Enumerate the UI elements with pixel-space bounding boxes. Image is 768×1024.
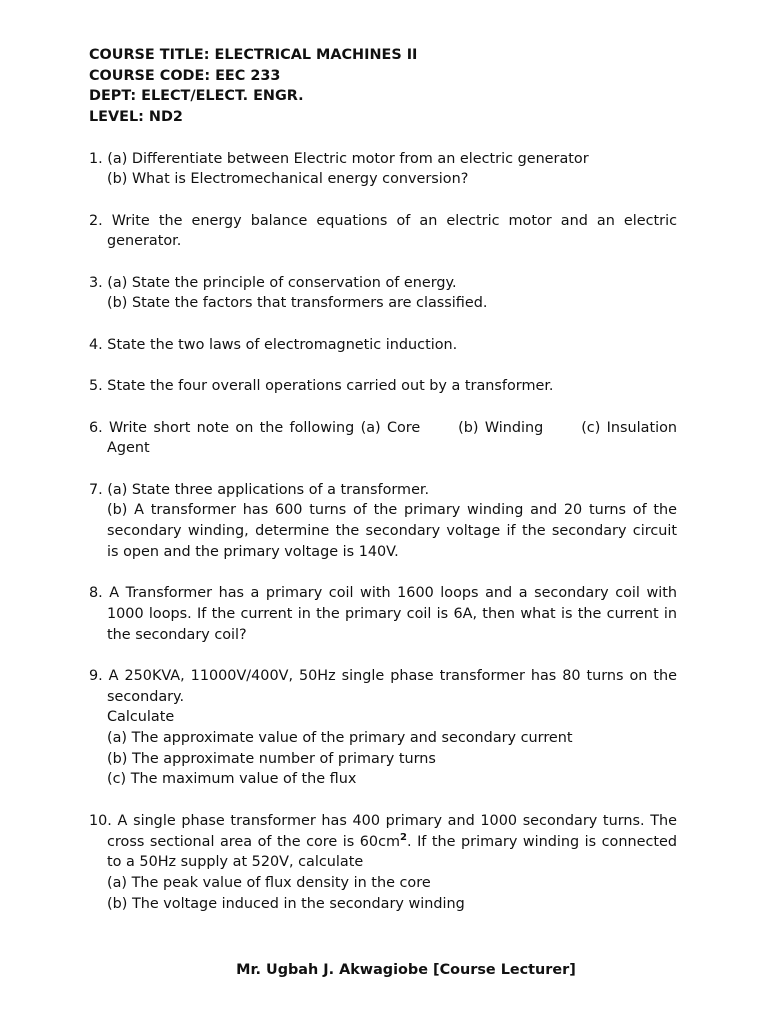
question-6-option-a: (a) Core (360, 419, 421, 436)
question-8-text: 8. A Transformer has a primary coil with 1600 loops and a secondary coil with 1000 loops. If the current in the primary coil is 6A, then what is the current in the secondary coil? (89, 585, 677, 643)
lecturer-signature: Mr. Ugbah J. Akwagiobe [Course Lecturer] (236, 962, 576, 978)
question-10b: (b) The voltage induced in the secondary winding (107, 895, 465, 912)
question-10 (89, 811, 677, 915)
question-10a: (a) The peak value of flux density in the core (107, 874, 431, 891)
question-9c: (c) The maximum value of the flux (107, 771, 357, 788)
question-9-calculate: Calculate (107, 709, 175, 726)
question-10-text-post: . If the primary winding is connected to a 50Hz supply at 520V, calculate (107, 833, 677, 871)
question-5-text: 5. State the four overall operations carried out by a transformer. (89, 378, 554, 395)
question-6-text (89, 418, 677, 459)
question-3 (89, 273, 677, 314)
course-header (89, 45, 677, 128)
question-6-option-b: (b) Winding (458, 419, 544, 436)
question-6-option-c: (c) Insulation Agent (107, 419, 678, 457)
level: LEVEL: ND2 (89, 109, 183, 126)
question-1a: 1. (a) Differentiate between Electric motor from an electric generator (89, 150, 589, 167)
question-1b: (b) What is Electromechanical energy conversion? (107, 171, 469, 188)
question-4-text: 4. State the two laws of electromagnetic induction. (89, 336, 458, 353)
question-2 (89, 211, 677, 252)
question-1 (89, 149, 677, 190)
question-9b: (b) The approximate number of primary turns (107, 750, 436, 767)
question-10-text-pre: 10. A single phase transformer has 400 primary and 1000 secondary turns. The cross sectional area of the core is 60cm (89, 812, 677, 850)
question-10-text (89, 811, 677, 873)
question-3b: (b) State the factors that transformers are classified. (107, 295, 488, 312)
question-2-text: 2. Write the energy balance equations of an electric motor and an electric generator. (89, 212, 677, 250)
question-7 (89, 480, 677, 563)
exam-page (89, 45, 677, 935)
question-7a: 7. (a) State three applications of a transformer. (89, 481, 430, 498)
course-title: COURSE TITLE: ELECTRICAL MACHINES II (89, 47, 418, 63)
question-9a: (a) The approximate value of the primary and secondary current (107, 730, 573, 747)
question-6 (89, 418, 677, 459)
question-4 (89, 335, 677, 356)
department: DEPT: ELECT/ELECT. ENGR. (89, 88, 304, 105)
question-7b: (b) A transformer has 600 turns of the primary winding and 20 turns of the secondary winding, determine the secondary voltage if the secondary circuit is open and the primary voltage is 140V. (107, 502, 677, 560)
superscript-2: 2 (400, 831, 407, 843)
question-9-text: 9. A 250KVA, 11000V/400V, 50Hz single phase transformer has 80 turns on the secondary. (89, 667, 677, 705)
course-code: COURSE CODE: EEC 233 (89, 67, 281, 84)
question-5 (89, 376, 677, 397)
question-8 (89, 583, 677, 645)
question-6-lead: 6. Write short note on the following (89, 419, 355, 436)
question-3a: 3. (a) State the principle of conservation of energy. (89, 274, 457, 291)
question-9 (89, 666, 677, 790)
